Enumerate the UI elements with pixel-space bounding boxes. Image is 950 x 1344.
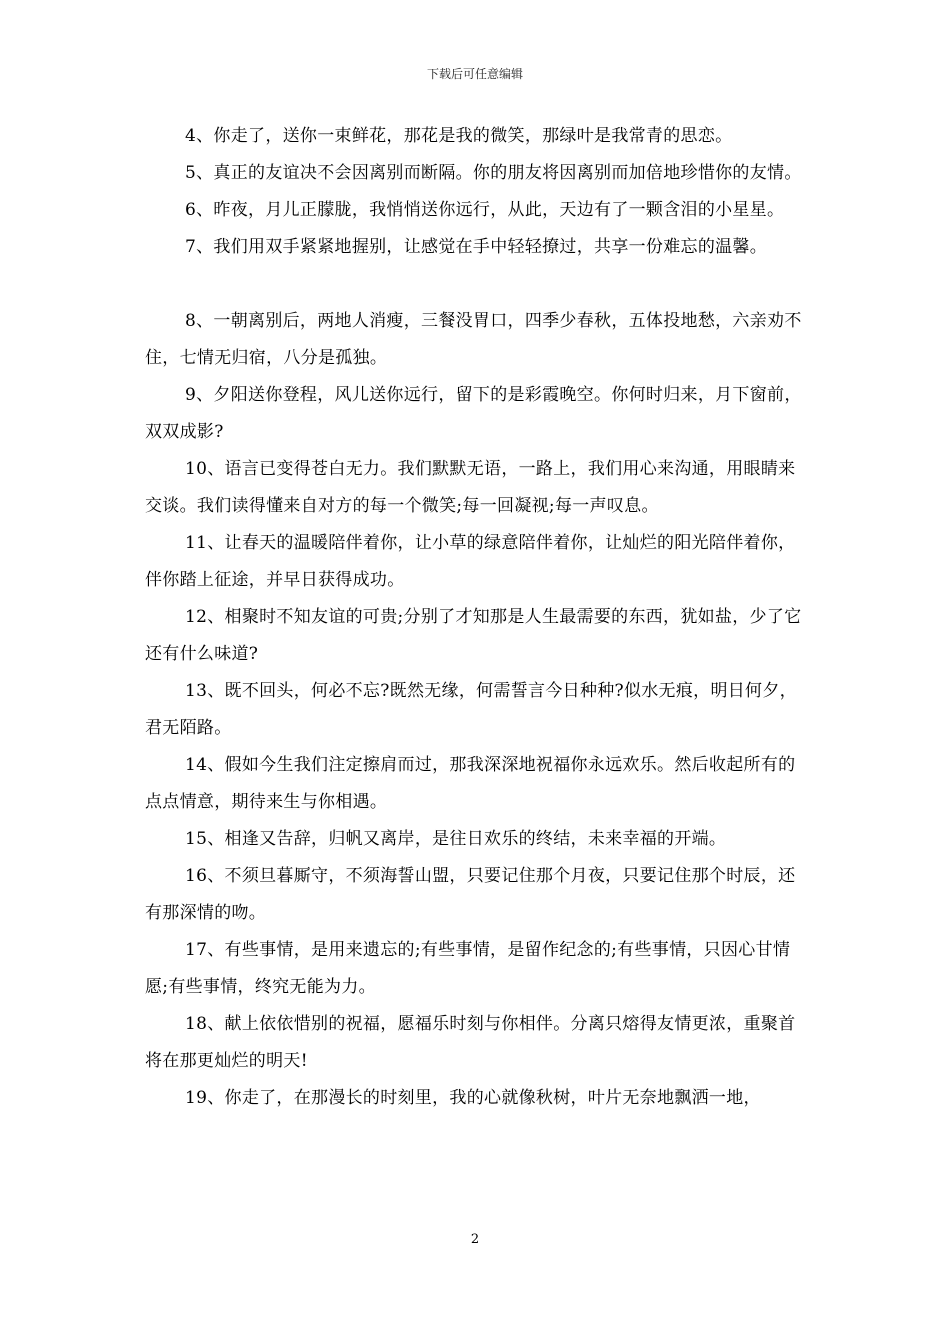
paragraph: 9、夕阳送你登程，风儿送你远行，留下的是彩霞晚空。你何时归来，月下窗前，双双成影? — [145, 385, 802, 442]
paragraph: 15、相逢又告辞，归帆又离岸，是往日欢乐的终结，未来幸福的开端。 — [185, 829, 727, 849]
page-header-note: 下载后可任意编辑 — [426, 67, 523, 81]
paragraph: 5、真正的友谊决不会因离别而断隔。你的朋友将因离别而加倍地珍惜你的友情。 — [185, 163, 802, 183]
page-number: 2 — [470, 1232, 480, 1247]
paragraph: 13、既不回头，何必不忘?既然无缘，何需誓言今日种种?似水无痕，明日何夕，君无陌路。 — [145, 681, 797, 738]
paragraph: 14、假如今生我们注定擦肩而过，那我深深地祝福你永远欢乐。然后收起所有的点点情意，期待来生与你相遇。 — [145, 755, 796, 812]
paragraph: 11、让春天的温暖陪伴着你，让小草的绿意陪伴着你，让灿烂的阳光陪伴着你，伴你踏上征途，并早日获得成功。 — [145, 533, 796, 590]
paragraph: 10、语言已变得苍白无力。我们默默无语，一路上，我们用心来沟通，用眼睛来交谈。我们读得懂来自对方的每一个微笑;每一回凝视;每一声叹息。 — [145, 459, 796, 516]
paragraph: 4、你走了，送你一束鲜花，那花是我的微笑，那绿叶是我常青的思恋。 — [185, 126, 733, 146]
paragraph: 12、相聚时不知友谊的可贵;分别了才知那是人生最需要的东西，犹如盐，少了它还有什么味道? — [145, 607, 802, 664]
paragraph: 7、我们用双手紧紧地握别，让感觉在手中轻轻撩过，共享一份难忘的温馨。 — [185, 237, 768, 257]
document-body — [145, 118, 810, 1117]
paragraph: 17、有些事情，是用来遗忘的;有些事情，是留作纪念的;有些事情，只因心甘情愿;有些事情，终究无能为力。 — [145, 940, 791, 997]
paragraph: 18、献上依依惜别的祝福，愿福乐时刻与你相伴。分离只熔得友情更浓，重聚首将在那更灿烂的明天! — [145, 1014, 796, 1071]
paragraph: 19、你走了，在那漫长的时刻里，我的心就像秋树，叶片无奈地飘洒一地， — [185, 1088, 761, 1108]
paragraph: 6、昨夜，月儿正朦胧，我悄悄送你远行，从此，天边有了一颗含泪的小星星。 — [185, 200, 785, 220]
paragraph-gap — [145, 266, 810, 303]
paragraph: 16、不须旦暮厮守，不须海誓山盟，只要记住那个月夜，只要记住那个时辰，还有那深情的吻。 — [145, 866, 796, 923]
paragraph: 8、一朝离别后，两地人消瘦，三餐没胃口，四季少春秋，五体投地愁，六亲劝不住，七情无归宿，八分是孤独。 — [145, 311, 802, 368]
